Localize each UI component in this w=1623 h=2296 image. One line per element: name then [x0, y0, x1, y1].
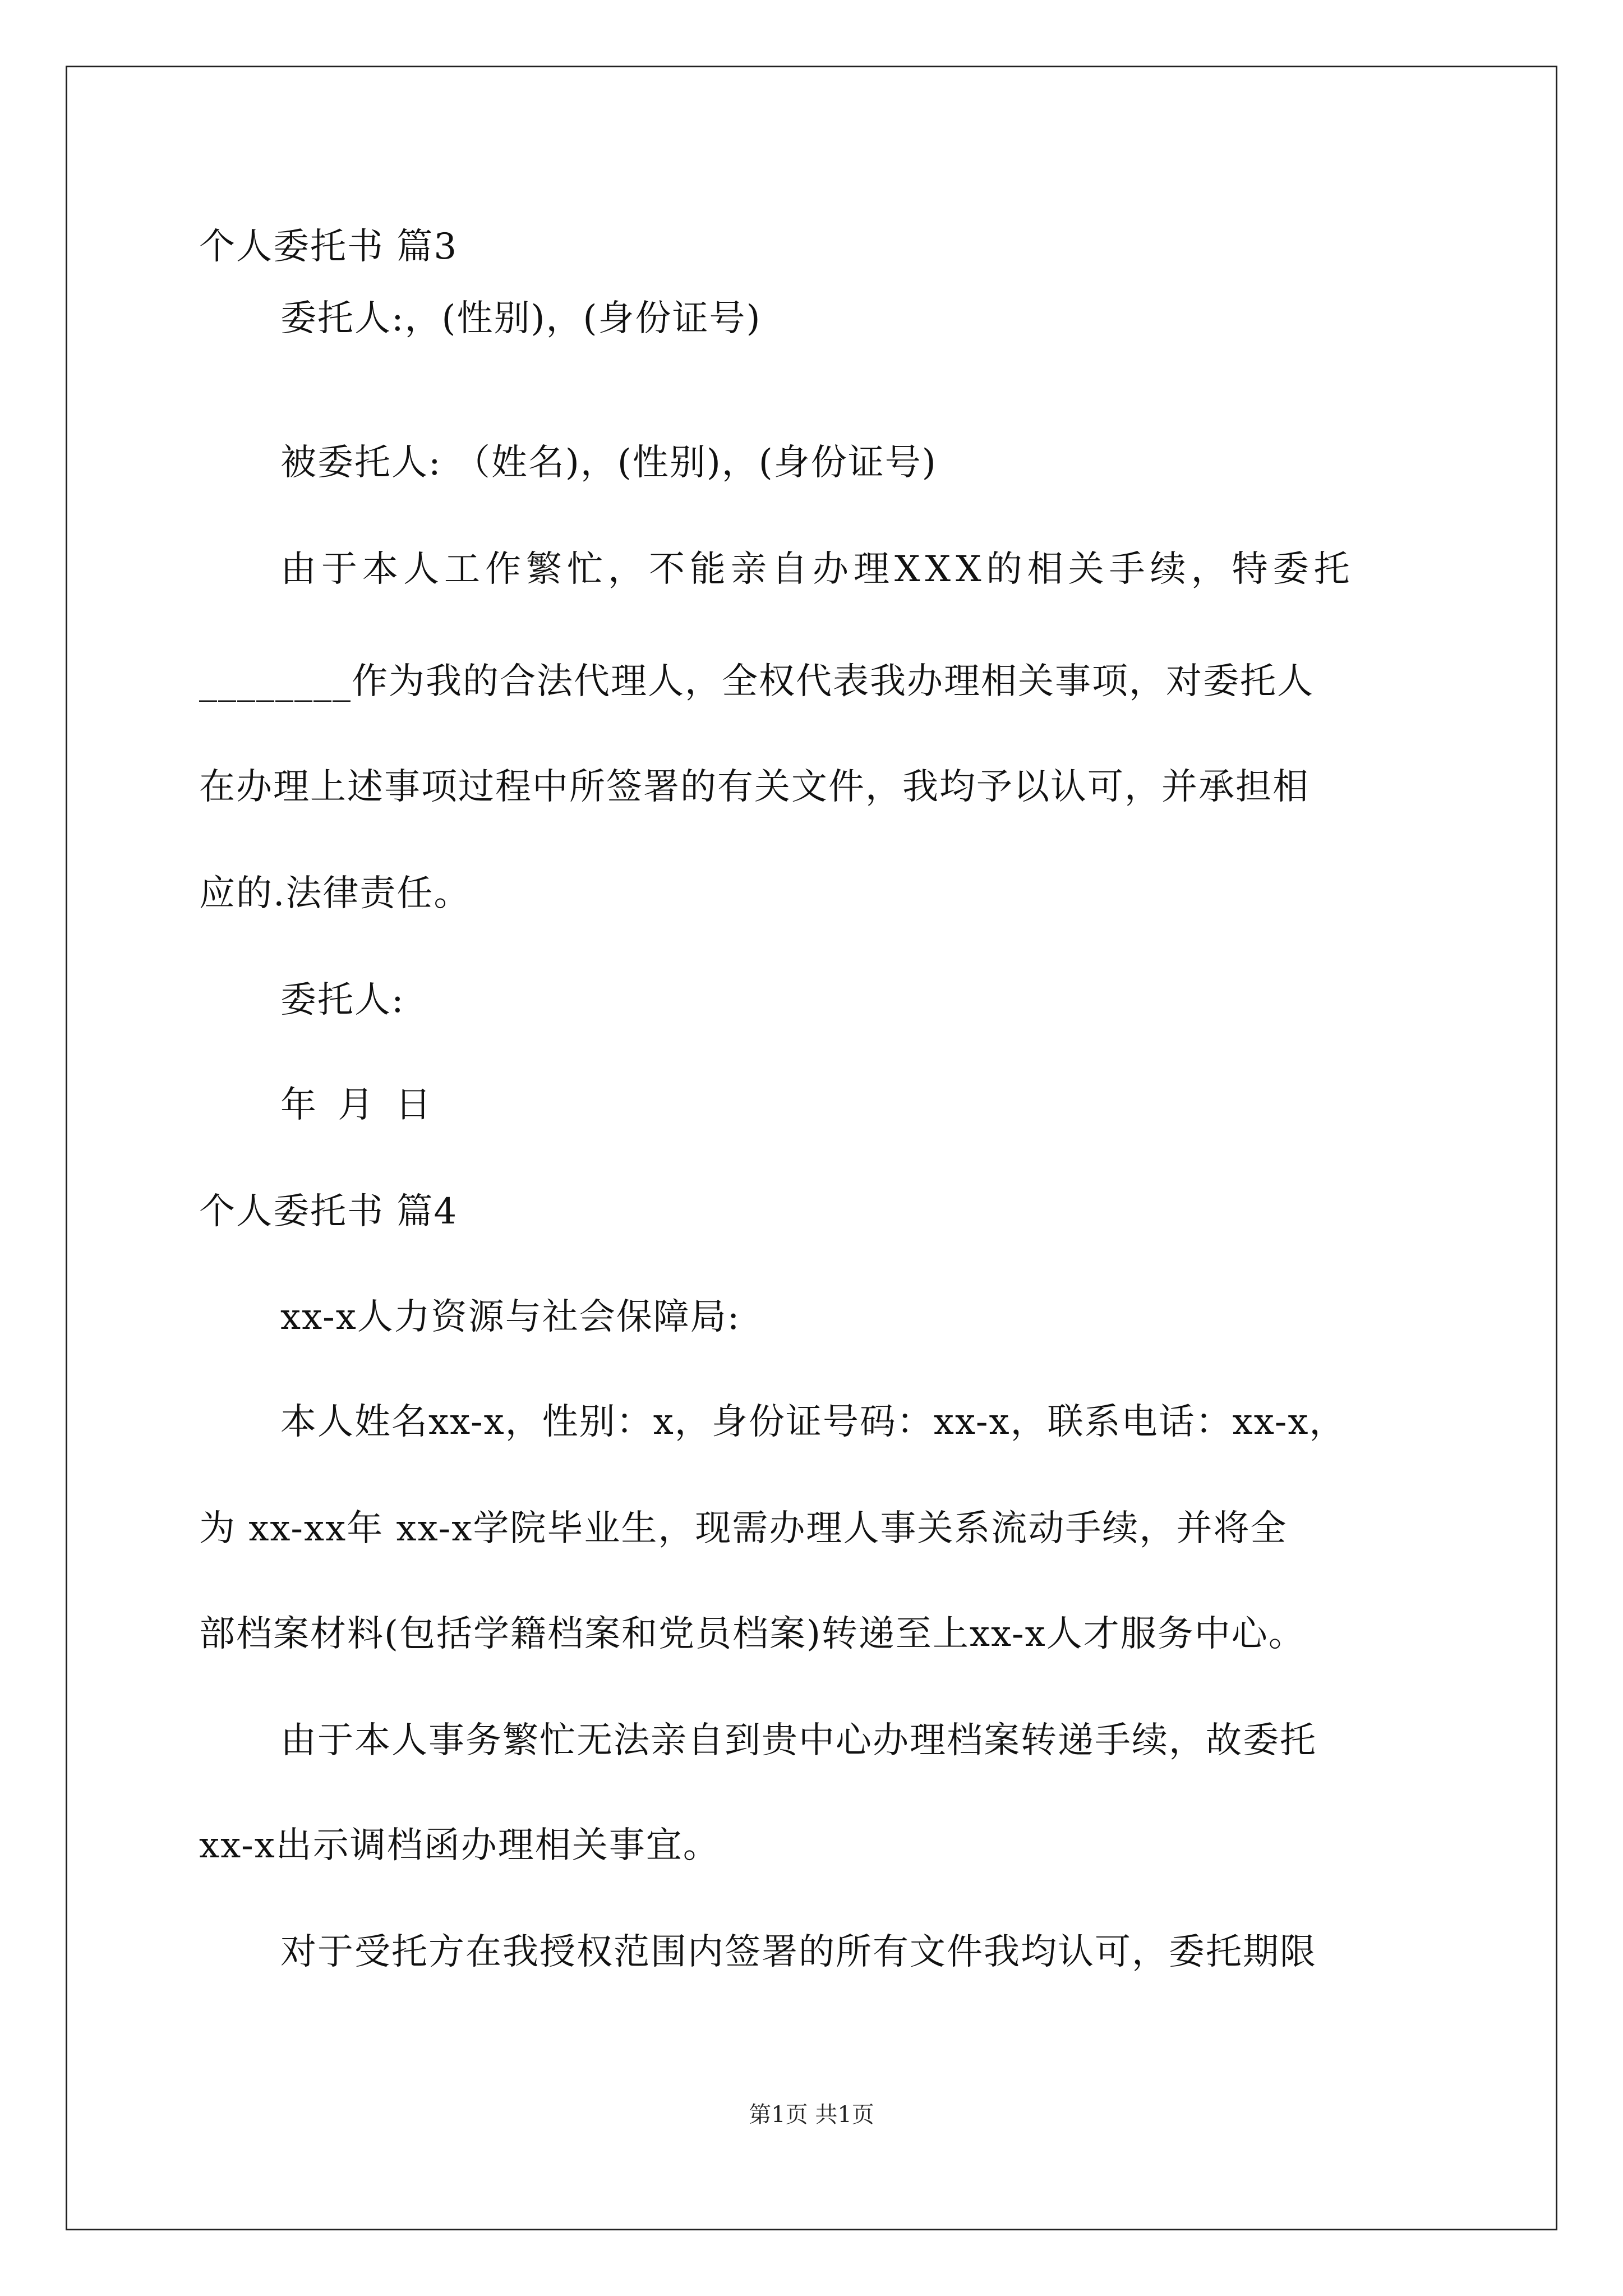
body-line: xx-x出示调档函办理相关事宜。: [199, 1825, 720, 1866]
section-heading: 个人委托书 篇3: [199, 226, 458, 268]
body-line: 部档案材料(包括学籍档案和党员档案)转递至上xx-x人才服务中心。: [199, 1613, 1306, 1655]
body-line: ________作为我的合法代理人，全权代表我办理相关事项，对委托人: [199, 661, 1314, 702]
body-line: 为 xx-xx年 xx-x学院毕业生，现需办理人事关系流动手续，并将全: [199, 1508, 1288, 1549]
agent-line: 被委托人: （姓名)，(性别)，(身份证号): [280, 442, 937, 484]
page-footer: 第1页 共1页: [749, 2102, 874, 2128]
body-line: 由于本人事务繁忙无法亲自到贵中心办理档案转递手续，故委托: [280, 1720, 1317, 1761]
addressee-line: xx-x人力资源与社会保障局:: [280, 1296, 741, 1338]
body-line: 对于受托方在我授权范围内签署的所有文件我均认可，委托期限: [280, 1931, 1317, 1973]
body-line: 应的.法律责任。: [199, 873, 471, 914]
body-line: 由于本人工作繁忙，不能亲自办理XXX的相关手续，特委托: [280, 549, 1355, 590]
signature-label: 委托人:: [280, 979, 405, 1021]
page-border: [66, 66, 1557, 2230]
body-line: 在办理上述事项过程中所签署的有关文件，我均予以认可，并承担相: [199, 766, 1310, 808]
section-heading: 个人委托书 篇4: [199, 1191, 458, 1232]
body-line: 本人姓名xx-x，性别：x，身份证号码：xx-x，联系电话：xx-x，: [280, 1401, 1347, 1443]
date-line: 年 月 日: [280, 1084, 436, 1126]
principal-line: 委托人:，(性别)，(身份证号): [280, 298, 762, 339]
